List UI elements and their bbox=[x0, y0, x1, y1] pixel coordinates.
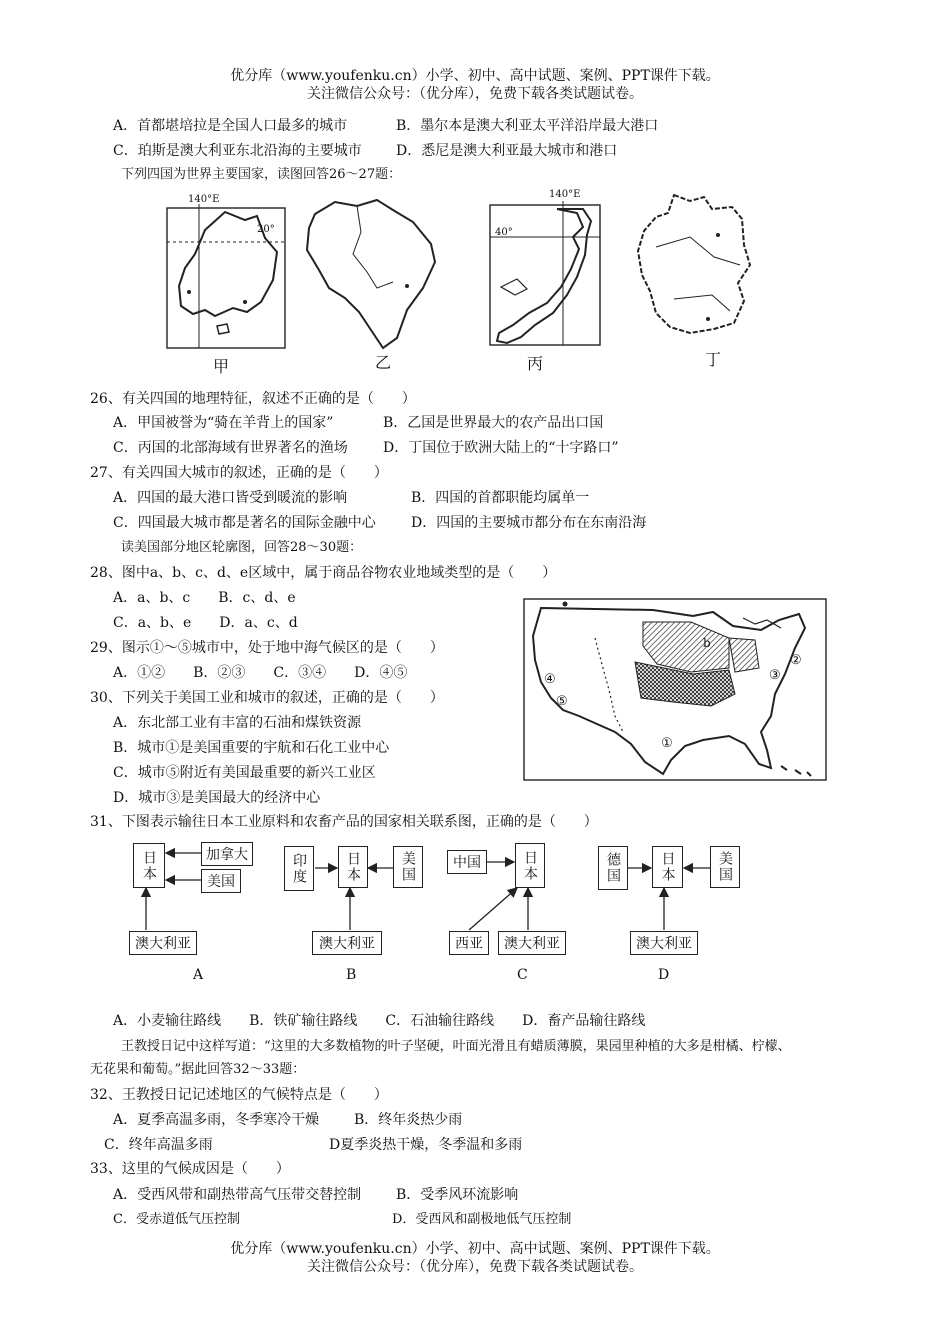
q33-option-b: B．受季风环流影响 bbox=[396, 1187, 519, 1203]
map-jia-latitude: 20° bbox=[257, 224, 275, 235]
diagC-china: 中国 bbox=[447, 850, 487, 874]
q30-option-d: D．城市③是美国最大的经济中心 bbox=[113, 790, 321, 806]
q33-stem: 33、这里的气候成因是（ ） bbox=[90, 1161, 290, 1177]
diagB-letter: B bbox=[346, 967, 357, 983]
map-jia-label: 甲 bbox=[213, 357, 230, 376]
q28-options-cd: C．a、b、e D．a、c、d bbox=[113, 615, 298, 631]
usa-map-label-b: b bbox=[703, 636, 711, 650]
diagC-japan: 日本 bbox=[515, 843, 545, 888]
q25-option-a: A．首都堪培拉是全国人口最多的城市 bbox=[113, 118, 348, 134]
q25-option-d: D．悉尼是澳大利亚最大城市和港口 bbox=[396, 143, 618, 159]
map-bing-latitude: 40° bbox=[495, 227, 513, 238]
usa-map-city-5: ⑤ bbox=[556, 694, 568, 709]
q26-option-c: C．丙国的北部海域有世界著名的渔场 bbox=[113, 440, 348, 456]
q31-options: A．小麦输往路线 B．铁矿输往路线 C．石油输往路线 D．畜产品输往路线 bbox=[113, 1013, 646, 1029]
usa-map-city-2: ② bbox=[790, 653, 802, 668]
diagA-usa: 美国 bbox=[201, 869, 241, 893]
diagC-australia: 澳大利亚 bbox=[498, 931, 566, 955]
q32-option-c: C．终年高温多雨 bbox=[104, 1137, 213, 1153]
q26-option-d: D．丁国位于欧洲大陆上的“十字路口” bbox=[383, 440, 619, 456]
q25-option-b: B．墨尔本是澳大利亚太平洋沿岸最大港口 bbox=[396, 118, 659, 134]
footer-line-2: 关注微信公众号：（优分库），免费下载各类试题试卷。 bbox=[307, 1259, 643, 1275]
q33-option-d: D．受西风和副极地低气压控制 bbox=[392, 1212, 572, 1227]
q27-option-c: C．四国最大城市都是著名的国际金融中心 bbox=[113, 515, 376, 531]
q29-options: A．①② B．②③ C．③④ D．④⑤ bbox=[113, 665, 408, 681]
map-bing-longitude: 140°E bbox=[549, 189, 581, 200]
q31-stem: 31、下图表示输往日本工业原料和农畜产品的国家相关联系图，正确的是（ ） bbox=[90, 814, 598, 830]
usa-map-city-4: ④ bbox=[544, 672, 556, 687]
intro-32-33-line-2: 无花果和葡萄。”据此回答32～33题： bbox=[90, 1062, 306, 1077]
q26-option-a: A．甲国被誉为“骑在羊背上的国家” bbox=[113, 415, 334, 431]
intro-26-27: 下列四国为世界主要国家，读图回答26～27题： bbox=[121, 167, 402, 182]
q27-option-a: A．四国的最大港口皆受到暖流的影响 bbox=[113, 490, 348, 506]
diagC-westasia: 西亚 bbox=[449, 931, 489, 955]
diagA-letter: A bbox=[193, 967, 204, 983]
q25-option-c: C．珀斯是澳大利亚东北沿海的主要城市 bbox=[113, 143, 362, 159]
diagB-usa: 美国 bbox=[393, 846, 423, 888]
q27-option-d: D．四国的主要城市都分布在东南沿海 bbox=[411, 515, 647, 531]
q30-option-b: B．城市①是美国重要的宇航和石化工业中心 bbox=[113, 740, 390, 756]
q30-option-c: C．城市⑤附近有美国最重要的新兴工业区 bbox=[113, 765, 376, 781]
intro-32-33-line-1: 王教授日记中这样写道：“这里的大多数植物的叶子坚硬，叶面光滑且有蜡质薄膜，果园里种植的大多是柑橘、柠檬、 bbox=[121, 1039, 791, 1054]
footer-line-1: 优分库（www.youfenku.cn）小学、初中、高中试题、案例、PPT课件下载。 bbox=[230, 1241, 720, 1257]
q32-option-b: B．终年炎热少雨 bbox=[354, 1112, 463, 1128]
q28-stem: 28、图中a、b、c、d、e区域中，属于商品谷物农业地域类型的是（ ） bbox=[90, 565, 557, 581]
q33-option-a: A．受西风带和副热带高气压带交替控制 bbox=[113, 1187, 362, 1203]
diagD-japan: 日本 bbox=[652, 846, 683, 888]
q29-stem: 29、图示①～⑤城市中，处于地中海气候区的是（ ） bbox=[90, 640, 444, 656]
q27-stem: 27、有关四国大城市的叙述，正确的是（ ） bbox=[90, 465, 388, 481]
q26-option-b: B．乙国是世界最大的农产品出口国 bbox=[383, 415, 604, 431]
diagD-germany: 德国 bbox=[598, 846, 628, 890]
q32-option-a: A．夏季高温多雨，冬季寒冷干燥 bbox=[113, 1112, 320, 1128]
diagD-usa: 美国 bbox=[710, 846, 740, 888]
q33-option-c: C．受赤道低气压控制 bbox=[113, 1212, 240, 1227]
diagD-letter: D bbox=[658, 967, 670, 983]
q26-stem: 26、有关四国的地理特征，叙述不正确的是（ ） bbox=[90, 391, 416, 407]
map-yi-label: 乙 bbox=[375, 353, 392, 372]
intro-28-30: 读美国部分地区轮廓图，回答28～30题： bbox=[121, 540, 363, 555]
diagD-australia: 澳大利亚 bbox=[630, 931, 698, 955]
diagC-letter: C bbox=[517, 967, 528, 983]
header-line-2: 关注微信公众号：（优分库），免费下载各类试题试卷。 bbox=[307, 86, 643, 102]
map-jia-longitude: 140°E bbox=[188, 194, 220, 205]
diagB-australia: 澳大利亚 bbox=[312, 931, 382, 955]
map-ding-label: 丁 bbox=[705, 350, 722, 369]
q27-option-b: B．四国的首都职能均属单一 bbox=[411, 490, 590, 506]
diagA-australia: 澳大利亚 bbox=[129, 931, 197, 955]
diagA-japan: 日本 bbox=[133, 843, 165, 888]
diagB-japan: 日本 bbox=[338, 846, 368, 888]
header-line-1: 优分库（www.youfenku.cn）小学、初中、高中试题、案例、PPT课件下载。 bbox=[230, 68, 720, 84]
q30-stem: 30、下列关于美国工业和城市的叙述，正确的是（ ） bbox=[90, 690, 444, 706]
q32-stem: 32、王教授日记记述地区的气候特点是（ ） bbox=[90, 1087, 388, 1103]
q32-option-d: D夏季炎热干燥，冬季温和多雨 bbox=[329, 1137, 523, 1153]
usa-map-city-1: ① bbox=[661, 736, 673, 751]
q28-options-ab: A．a、b、c B．c、d、e bbox=[113, 590, 296, 606]
usa-map-city-3: ③ bbox=[769, 668, 781, 683]
diagA-canada: 加拿大 bbox=[201, 842, 253, 866]
diagB-india: 印度 bbox=[284, 846, 314, 891]
q30-option-a: A．东北部工业有丰富的石油和煤铁资源 bbox=[113, 715, 362, 731]
map-bing-label: 丙 bbox=[527, 354, 544, 373]
